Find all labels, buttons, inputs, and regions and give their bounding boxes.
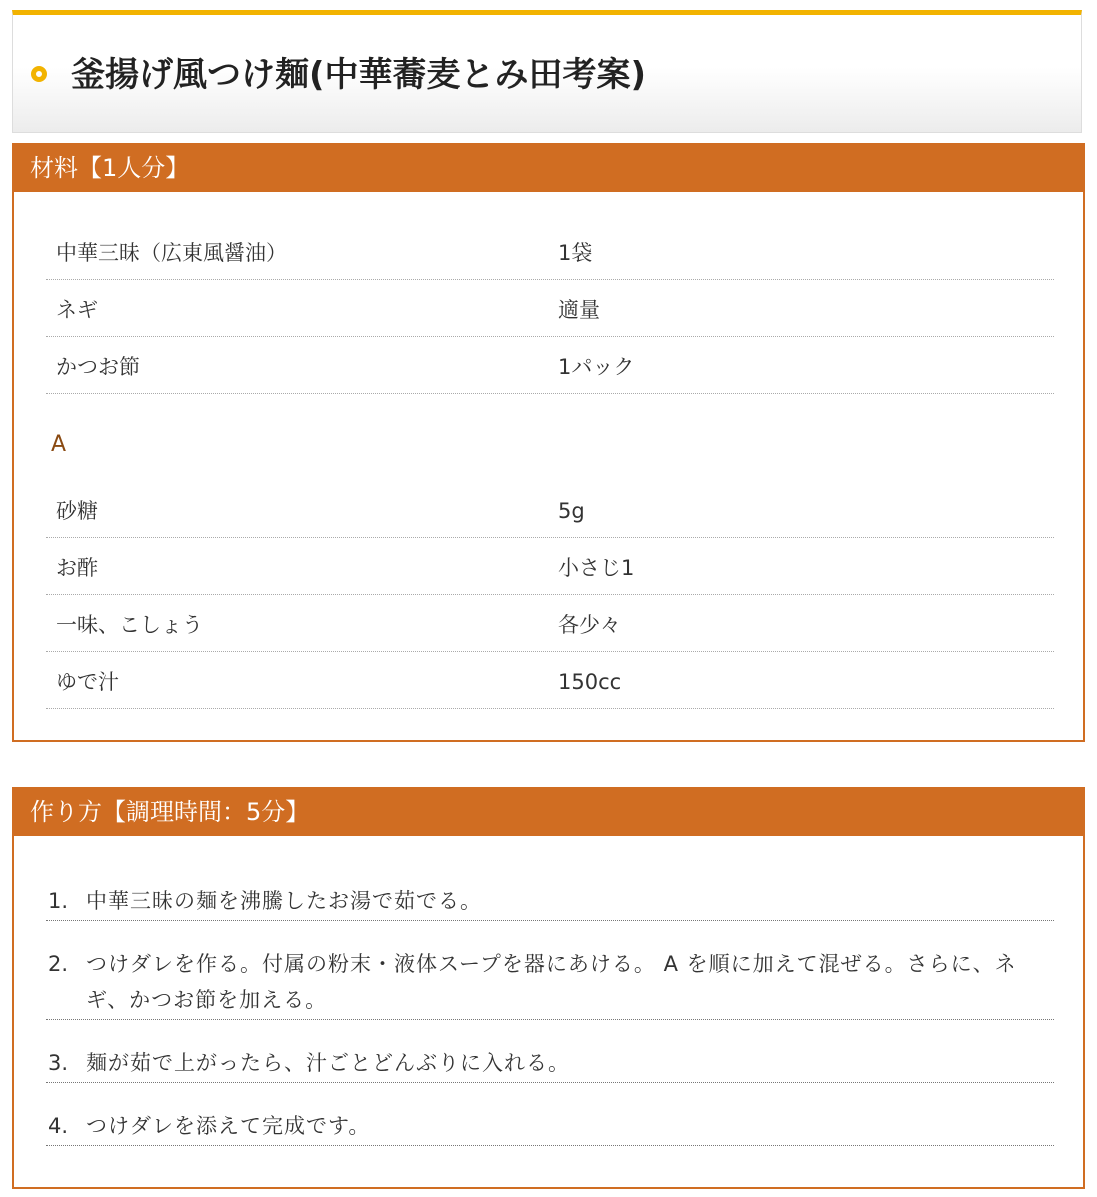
step-text: 麺が茹で上がったら、汁ごとどんぶりに入れる。 xyxy=(86,1051,570,1075)
ingredient-qty: 1パック xyxy=(558,355,635,379)
ingredients-heading: 材料【1人分】 xyxy=(14,145,1083,192)
method-step xyxy=(46,1045,1054,1083)
ingredient-row xyxy=(46,538,1054,595)
ingredient-row xyxy=(46,223,1054,280)
ingredient-name: ゆで汁 xyxy=(56,670,119,694)
ingredient-qty: 1袋 xyxy=(558,241,593,265)
ingredient-qty: 各少々 xyxy=(558,613,621,637)
ingredient-name: かつお節 xyxy=(56,355,140,379)
method-panel xyxy=(12,787,1085,1189)
method-heading: 作り方【調理時間：5分】 xyxy=(14,789,1083,836)
circle-bullet-icon xyxy=(31,66,47,82)
recipe-title: 釜揚げ風つけ麺(中華蕎麦とみ田考案) xyxy=(71,55,647,95)
recipe-title-box xyxy=(12,10,1082,133)
ingredient-name: お酢 xyxy=(56,556,98,580)
step-number: 2. xyxy=(48,952,69,976)
ingredient-row xyxy=(46,595,1054,652)
ingredients-panel xyxy=(12,143,1085,742)
ingredient-name: 一味、こしょう xyxy=(56,613,203,637)
ingredient-group-label: A xyxy=(51,432,67,457)
step-number: 1. xyxy=(48,889,69,913)
ingredient-qty: 150cc xyxy=(558,670,622,694)
ingredient-row xyxy=(46,337,1054,394)
step-number: 3. xyxy=(48,1051,69,1075)
ingredient-row xyxy=(46,280,1054,337)
ingredient-qty: 5g xyxy=(558,499,585,523)
ingredient-row xyxy=(46,652,1054,709)
ingredient-name: 中華三昧（広東風醤油） xyxy=(56,241,287,265)
method-step xyxy=(46,883,1054,921)
method-step xyxy=(46,1108,1054,1146)
step-text: つけダレを添えて完成です。 xyxy=(86,1114,371,1138)
step-text: つけダレを作る。付属の粉末・液体スープを器にあける。 A を順に加えて混ぜる。さらに、ネギ、かつお節を加える。 xyxy=(86,952,1017,1012)
ingredient-name: ネギ xyxy=(56,298,98,322)
ingredient-qty: 小さじ1 xyxy=(558,556,635,580)
ingredient-row xyxy=(46,481,1054,538)
ingredient-name: 砂糖 xyxy=(56,499,98,523)
step-number: 4. xyxy=(48,1114,69,1138)
method-step xyxy=(46,946,1054,1020)
ingredient-qty: 適量 xyxy=(558,298,600,322)
step-text: 中華三昧の麺を沸騰したお湯で茹でる。 xyxy=(86,889,482,913)
